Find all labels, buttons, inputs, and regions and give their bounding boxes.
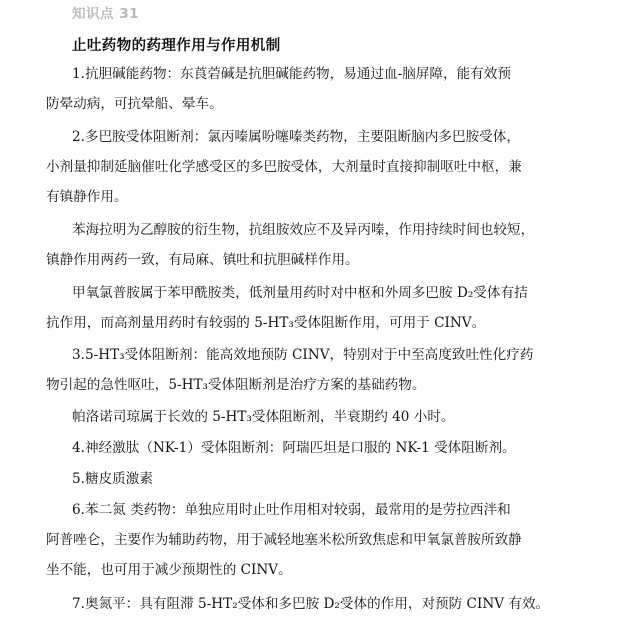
section-heading: 止吐药物的药理作用与作用机制 <box>72 38 281 54</box>
text-line: 坐不能，也可用于减少预期性的 CINV。 <box>46 562 292 578</box>
text-line: 5.糖皮质激素 <box>72 471 153 487</box>
text-line: 2.多巴胺受体阻断剂：氯丙嗪属吩噻嗪类药物，主要阻断脑内多巴胺受体， <box>72 129 520 145</box>
text-line: 帕洛诺司琼属于长效的 5-HT₃受体阻断剂，半衰期约 40 小时。 <box>72 409 455 425</box>
paragraph-dopamine-blockers <box>46 122 604 212</box>
paragraph-metoclopramide <box>46 278 604 338</box>
text-line: 抗作用，而高剂量用药时有较弱的 5-HT₃受体阻断作用，可用于 CINV。 <box>46 315 486 331</box>
text-line: 阿普唑仑，主要作为辅助药物，用于减轻地塞米松所致焦虑和甲氧氯普胺所致静 <box>46 532 522 548</box>
text-line: 7.奥氮平：具有阻滞 5-HT₂受体和多巴胺 D₂受体的作用，对预防 CINV 有效。 <box>72 596 550 612</box>
paragraph-nk1-blockers <box>72 433 604 463</box>
text-line: 小剂量抑制延脑催吐化学感受区的多巴胺受体，大剂量时直接抑制呕吐中枢，兼 <box>46 159 522 175</box>
text-line: 甲氧氯普胺属于苯甲酰胺类，低剂量用药时对中枢和外周多巴胺 D₂受体有拮 <box>72 285 528 301</box>
text-line: 防晕动病，可抗晕船、晕车。 <box>46 96 223 112</box>
text-line: 1.抗胆碱能药物：东莨菪碱是抗胆碱能药物，易通过血-脑屏障，能有效预 <box>72 66 511 82</box>
paragraph-anticholinergic <box>46 59 604 119</box>
text-line: 3.5-HT₃受体阻断剂：能高效地预防 CINV，特别对于中至高度致吐性化疗药 <box>72 347 534 363</box>
text-line: 4.神经激肽（NK-1）受体阻断剂：阿瑞匹坦是口服的 NK-1 受体阻断剂。 <box>72 440 516 456</box>
text-line: 苯海拉明为乙醇胺的衍生物，抗组胺效应不及异丙嗪，作用持续时间也较短， <box>72 222 535 238</box>
paragraph-olanzapine <box>72 589 604 619</box>
paragraph-palonosetron <box>72 402 604 432</box>
text-line: 镇静作用两药一致，有局麻、镇吐和抗胆碱样作用。 <box>46 252 359 268</box>
paragraph-glucocorticoids <box>72 464 604 494</box>
text-line: 有镇静作用。 <box>46 189 128 205</box>
section-label: 知识点 31 <box>72 6 139 22</box>
paragraph-benzodiazepines <box>46 495 604 585</box>
paragraph-5ht3-blockers <box>46 340 604 400</box>
paragraph-diphenhydramine <box>46 215 604 275</box>
text-line: 物引起的急性呕吐，5-HT₃受体阻断剂是治疗方案的基础药物。 <box>46 377 426 393</box>
text-line: 6.苯二氮 类药物：单独应用时止吐作用相对较弱，最常用的是劳拉西泮和 <box>72 502 511 518</box>
